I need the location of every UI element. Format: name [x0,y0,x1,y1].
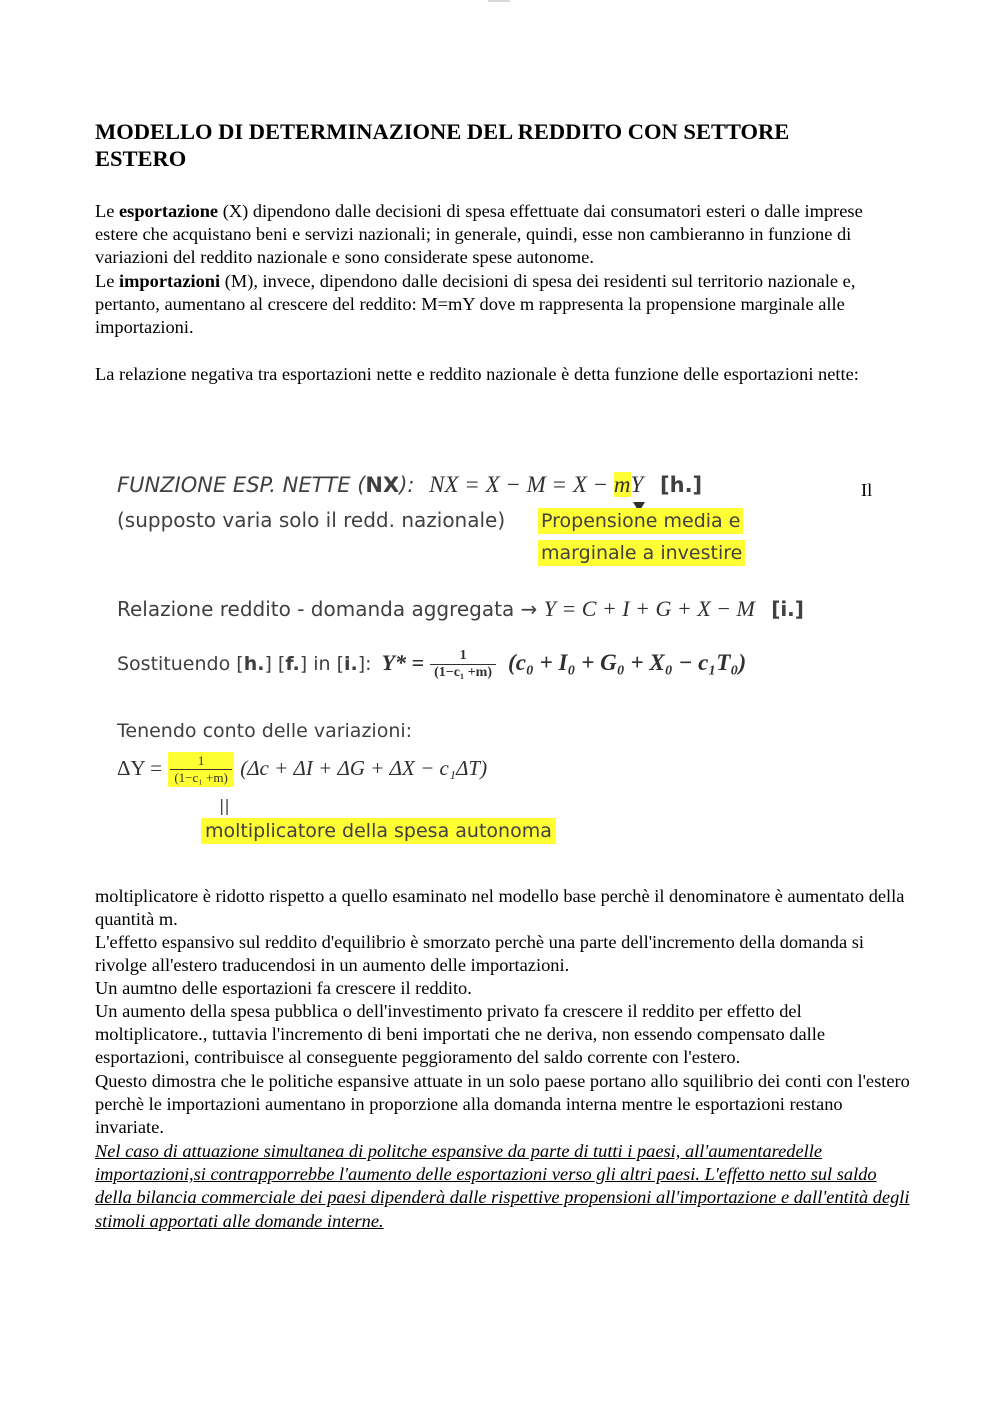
sost-label-a: Sostituendo [ [117,653,244,675]
sostituendo-row [117,648,746,681]
fraction-numerator: 1 [459,648,467,663]
relazione-tag: [i.] [771,597,804,621]
delta-y-symbol: ΔY = [117,756,162,780]
ystar-symbol: Y* = [381,650,425,675]
para1-post: (X) dipendono dalle decisioni di spesa effettuate dai consumatori esteri o dalle imprese estere che acquistano beni e servizi nazionali; in generale, quindi, esse non cambieranno in funzione di variazioni del reddito nazionale e sono considerate spese autonome. [95,201,863,268]
delta-multiplier-fraction [168,752,234,787]
multiplier-fraction [430,648,496,681]
delta-fraction-denominator: (1−c₁ +m) [170,769,232,786]
paragraph-effetto-espansivo: L'effetto espansivo sul reddito d'equilibrio è smorzato perchè una parte dell'incremento della domanda si rivolge all'estero traducendosi in un aumento delle importazioni. [95,932,864,976]
equals-mark: || [219,796,230,815]
delta-fraction-numerator: 1 [197,753,205,768]
supposto-note: (supposto varia solo il redd. nazionale) [117,508,506,532]
nx-formula-y: Y [630,472,644,497]
nx-label: FUNZIONE ESP. NETTE ( [117,473,366,497]
nx-label-end: ): [399,473,415,497]
document-title [95,118,895,172]
title-line-1: MODELLO DI DETERMINAZIONE DEL REDDITO CON SETTORE [95,119,790,144]
term-importazioni: importazioni [119,271,221,291]
sost-i: i. [344,653,358,675]
para2-pre: Le [95,271,119,291]
nx-formula-m: m [613,472,631,497]
sost-label-d: ]: [357,653,372,675]
paragraph-aumento-esportazioni: Un aumtno delle esportazioni fa crescere il reddito. [95,978,472,998]
moltiplicatore-label: moltiplicatore della spesa autonoma [201,818,556,844]
paragraph-squilibrio: Questo dimostra che le politiche espansive attuate in un solo paese portano allo squilibrio dei conti con l'estero perchè le importazioni aumentano in proporzione alla domanda interna mentre le esportazioni restano invariate. [95,1071,910,1138]
sost-f: f. [285,653,300,675]
il-marker: Il [861,480,873,500]
para1-pre: Le [95,201,119,221]
propensione-label-1: Propensione media e [538,508,743,534]
header-mark [488,0,510,2]
formula-figure [105,462,845,857]
delta-y-parenthesis: (Δc + ΔI + ΔG + ΔX − c₁ΔT) [240,756,488,780]
nx-function-row [117,472,702,498]
relazione-row [117,596,804,622]
para2-post: (M), invece, dipendono dalle decisioni di spesa dei residenti sul territorio nazionale e, pertanto, aumentano al crescere del reddito: M=mY dove m rappresenta la propensione marginale alle importazioni. [95,271,856,338]
tenendo-label: Tenendo conto delle variazioni: [117,720,413,742]
fraction-denominator: (1−c₁ +m) [430,664,496,681]
term-esportazione: esportazione [119,201,219,221]
paragraph-importazioni [95,270,910,340]
paragraph-attuazione-simultanea: Nel caso di attuazione simultanea di politche espansive da parte di tutti i paesi, all'aumentaredelle importazioni,si contrapporrebbe l'aumento delle esportazioni verso gli altri paesi. L'effetto netto sul saldo della bilancia commerciale dei paesi dipenderà dalle rispettive propensioni all'importazione e dall'entità degli stimoli apportati alle domande interne. [95,1141,910,1231]
relazione-formula: Y = C + I + G + X − M [543,596,755,621]
delta-y-row [117,752,487,787]
nx-tag: [h.] [660,473,703,497]
sost-h: h. [243,653,265,675]
ystar-parenthesis: (c₀ + I₀ + G₀ + X₀ − c₁T₀) [508,650,747,675]
relazione-label: Relazione reddito - domanda aggregata → [117,597,538,621]
paragraph-moltiplicatore: moltiplicatore è ridotto rispetto a quello esaminato nel modello base perchè il denominatore è aumentato della quantità m. [95,886,905,930]
propensione-label-2: marginale a investire [538,540,745,566]
paragraph-spesa-pubblica: Un aumento della spesa pubblica o dell'investimento privato fa crescere il reddito per effetto del moltiplicatore., tuttavia l'incremento di beni importati che ne deriva, non essendo compensato dalle esportazioni, contribuisce al conseguente peggioramento del saldo corrente con l'estero. [95,1001,826,1068]
sost-label-b: ] [ [264,653,286,675]
paragraph-esportazioni [95,200,910,270]
nx-formula: NX = X − M = X − [429,472,614,497]
paragraph-relazione: La relazione negativa tra esportazioni nette e reddito nazionale è detta funzione delle esportazioni nette: [95,364,859,384]
sost-label-c: ] in [ [299,653,344,675]
nx-bold: NX [365,473,400,497]
title-line-2: ESTERO [95,146,187,171]
